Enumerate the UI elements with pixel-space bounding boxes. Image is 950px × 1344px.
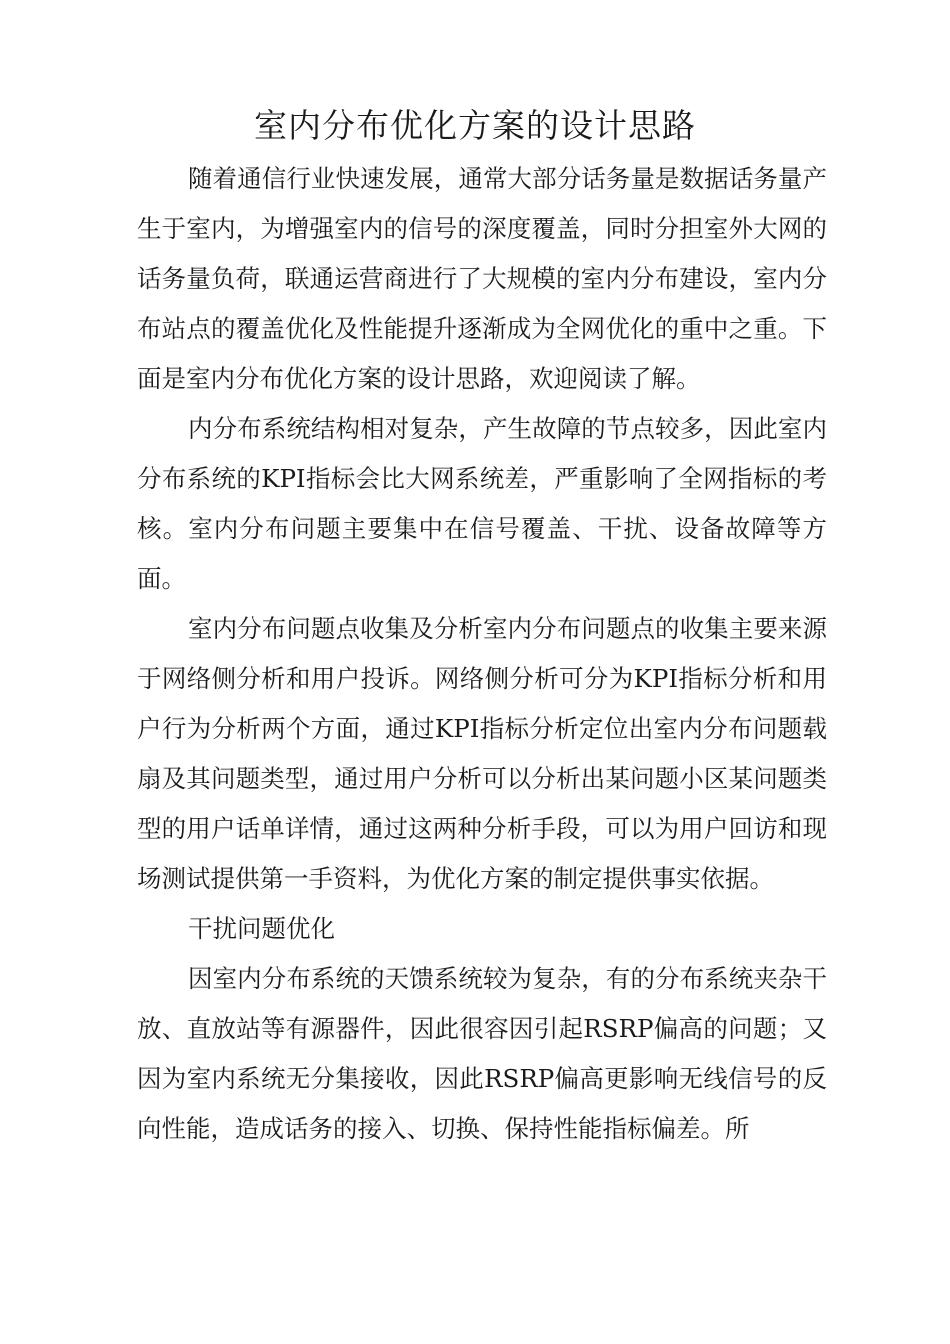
paragraph-system-structure: 内分布系统结构相对复杂，产生故障的节点较多，因此室内分布系统的KPI指标会比大网系统差，严重影响了全网指标的考核。室内分布问题主要集中在信号覆盖、干扰、设备故障等方面。 bbox=[137, 414, 827, 593]
section-heading-interference: 干扰问题优化 bbox=[188, 914, 335, 943]
paragraph-intro: 随着通信行业快速发展，通常大部分话务量是数据话务量产生于室内，为增强室内的信号的深度覆盖，同时分担室外大网的话务量负荷，联通运营商进行了大规模的室内分布建设，室内分布站点的覆盖优化及性能提升逐渐成为全网优化的重中之重。下面是室内分布优化方案的设计思路，欢迎阅读了解。 bbox=[137, 164, 827, 393]
paragraph-interference: 因室内分布系统的天馈系统较为复杂，有的分布系统夹杂干放、直放站等有源器件，因此很容因引起RSRP偏高的问题；又因为室内系统无分集接收，因此RSRP偏高更影响无线信号的反向性能，造成话务的接入、切换、保持性能指标偏差。所 bbox=[137, 964, 827, 1143]
document-title: 室内分布优化方案的设计思路 bbox=[254, 106, 696, 145]
paragraph-problem-collection: 室内分布问题点收集及分析室内分布问题点的收集主要来源于网络侧分析和用户投诉。网络侧分析可分为KPI指标分析和用户行为分析两个方面，通过KPI指标分析定位出室内分布问题载扇及其问题类型，通过用户分析可以分析出某问题小区某问题类型的用户话单详情，通过这两种分析手段，可以为用户回访和现场测试提供第一手资料，为优化方案的制定提供事实依据。 bbox=[137, 614, 827, 893]
document-body bbox=[137, 154, 827, 1154]
